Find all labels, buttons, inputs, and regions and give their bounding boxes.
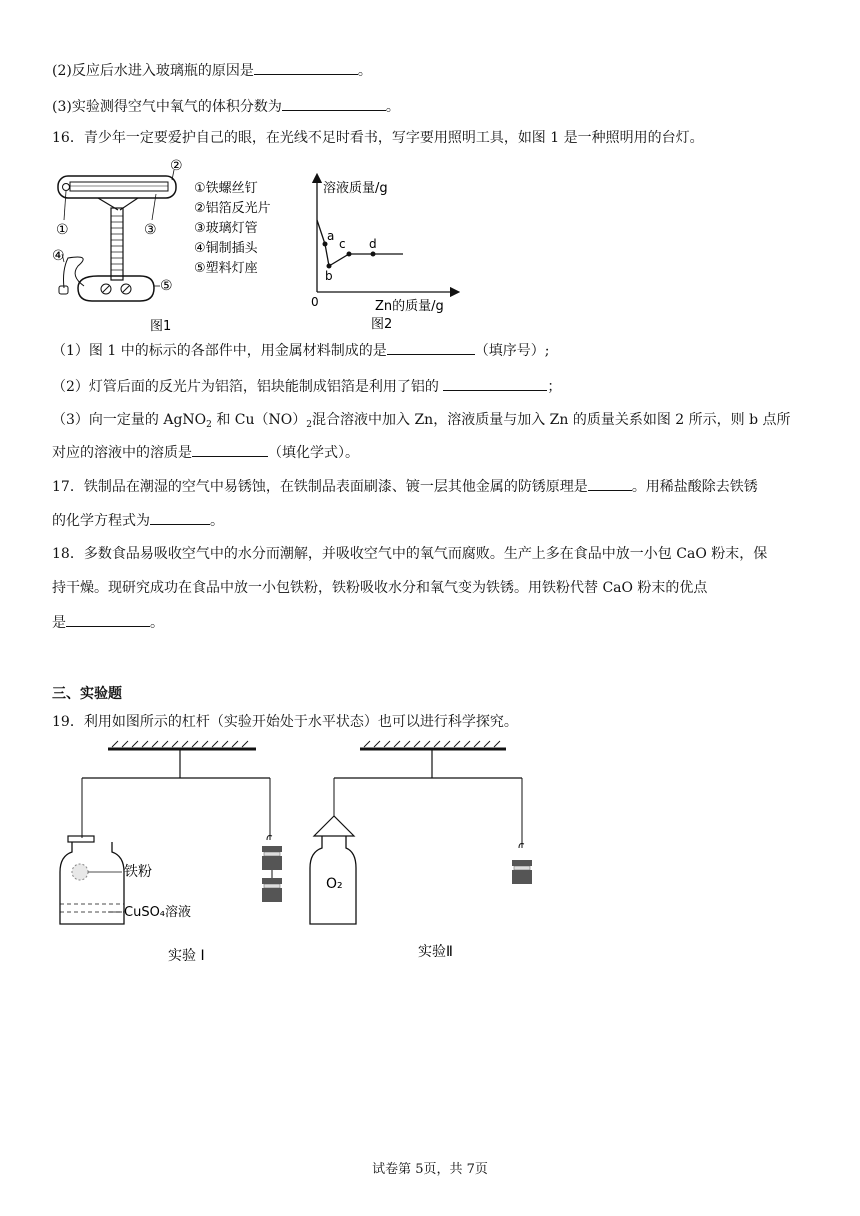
legend-5: ⑤塑料灯座	[194, 261, 258, 276]
screw	[63, 184, 70, 191]
q16-part2: （2）灯管后面的反光片为铝箔，铝块能制成铝箔是利用了铝的 ；	[52, 376, 812, 397]
point-b	[327, 264, 332, 269]
marker-3: ③	[144, 222, 157, 238]
answer-blank[interactable]	[443, 376, 547, 391]
q16-stem: 16．青少年一定要爱护自己的眼，在光线不足时看书，写字要用照明工具，如图 1 是一种照明用的台灯。	[52, 130, 704, 146]
answer-blank[interactable]	[150, 510, 210, 525]
q15-part3: (3)实验测得空气中氧气的体积分数为 。	[52, 96, 812, 117]
figure-1-desk-lamp	[48, 158, 298, 333]
funnel-cover	[314, 816, 354, 836]
q19-lever-experiments	[52, 740, 572, 970]
q19-stem: 19．利用如图所示的杠杆（实验开始处于水平状态）也可以进行科学探究。	[52, 714, 518, 730]
label-o2: O₂	[326, 876, 343, 892]
bottle-cap	[68, 836, 94, 842]
marker-5: ⑤	[160, 278, 173, 294]
figure-2-caption: 图2	[371, 317, 393, 332]
caption-exp1: 实验 I	[168, 948, 205, 964]
q18-line1: 18．多数食品易吸收空气中的水分而潮解，并吸收空气中的氧气而腐败。生产上多在食品中放一小包 CaO 粉末，保	[52, 546, 768, 562]
caption-exp2: 实验Ⅱ	[418, 944, 453, 960]
q17-line1: 17．铁制品在潮湿的空气中易锈蚀，在铁制品表面刷漆、镀一层其他金属的防锈原理是 。用稀盐酸除去铁锈	[52, 476, 812, 497]
point-d	[371, 252, 376, 257]
figure-1-caption: 图1	[150, 319, 172, 333]
weight-3	[512, 860, 532, 866]
curve	[317, 220, 403, 266]
legend-4: ④铜制插头	[194, 241, 258, 256]
page-footer: 试卷第 5页，共 7页	[372, 1162, 488, 1177]
point-c	[347, 252, 352, 257]
glass-tube	[70, 182, 168, 191]
q16-part3-cont: 对应的溶液中的溶质是 （填化学式）。	[52, 442, 812, 463]
answer-blank[interactable]	[588, 476, 632, 491]
q16-part3: （3）向一定量的 AgNO$_2$ 和 $Cu(NO)_2$混合溶液中加入 Zn，溶液质量与加入 Zn 的质量关系如图 2 所示，则 b 点所	[52, 412, 791, 430]
answer-blank[interactable]	[66, 612, 150, 627]
label-b: b	[325, 269, 333, 283]
q16-part1: （1）图 1 中的标示的各部件中，用金属材料制成的是 （填序号）;	[52, 340, 812, 361]
figure-2-graph	[305, 170, 475, 335]
q18-line3: 是 。	[52, 612, 812, 633]
weight-2	[262, 878, 282, 884]
q17-line2: 的化学方程式为 。	[52, 510, 812, 531]
x-axis-label: Zn的质量/g	[375, 299, 444, 314]
legend-2: ②铝箔反光片	[194, 201, 271, 216]
y-axis-label: 溶液质量/g	[323, 181, 388, 196]
label-d: d	[369, 237, 377, 251]
label-iron-powder: 铁粉	[124, 864, 152, 880]
section-title: 三、实验题	[52, 686, 122, 702]
marker-2: ②	[170, 158, 183, 174]
label-a: a	[327, 229, 335, 243]
lamp-pole	[111, 208, 123, 280]
marker-1: ①	[56, 222, 69, 238]
weight-1	[262, 846, 282, 852]
marker-4: ④	[52, 248, 65, 264]
lamp-head	[58, 176, 176, 198]
answer-blank[interactable]	[282, 96, 386, 111]
origin-label: 0	[311, 295, 319, 309]
q15-part2: (2)反应后水进入玻璃瓶的原因是 。	[52, 60, 812, 81]
answer-blank[interactable]	[387, 340, 475, 355]
answer-blank[interactable]	[254, 60, 358, 75]
label-c: c	[339, 237, 346, 251]
legend-1: ①铁螺丝钉	[194, 181, 258, 196]
answer-blank[interactable]	[192, 442, 268, 457]
power-cord	[64, 257, 85, 288]
label-cuso4: CuSO₄溶液	[124, 905, 192, 920]
iron-powder	[72, 864, 88, 880]
q18-line2: 持干燥。现研究成功在食品中放一小包铁粉，铁粉吸收水分和氧气变为铁锈。用铁粉代替 CaO 粉末的优点	[52, 580, 708, 596]
legend-3: ③玻璃灯管	[194, 221, 258, 236]
